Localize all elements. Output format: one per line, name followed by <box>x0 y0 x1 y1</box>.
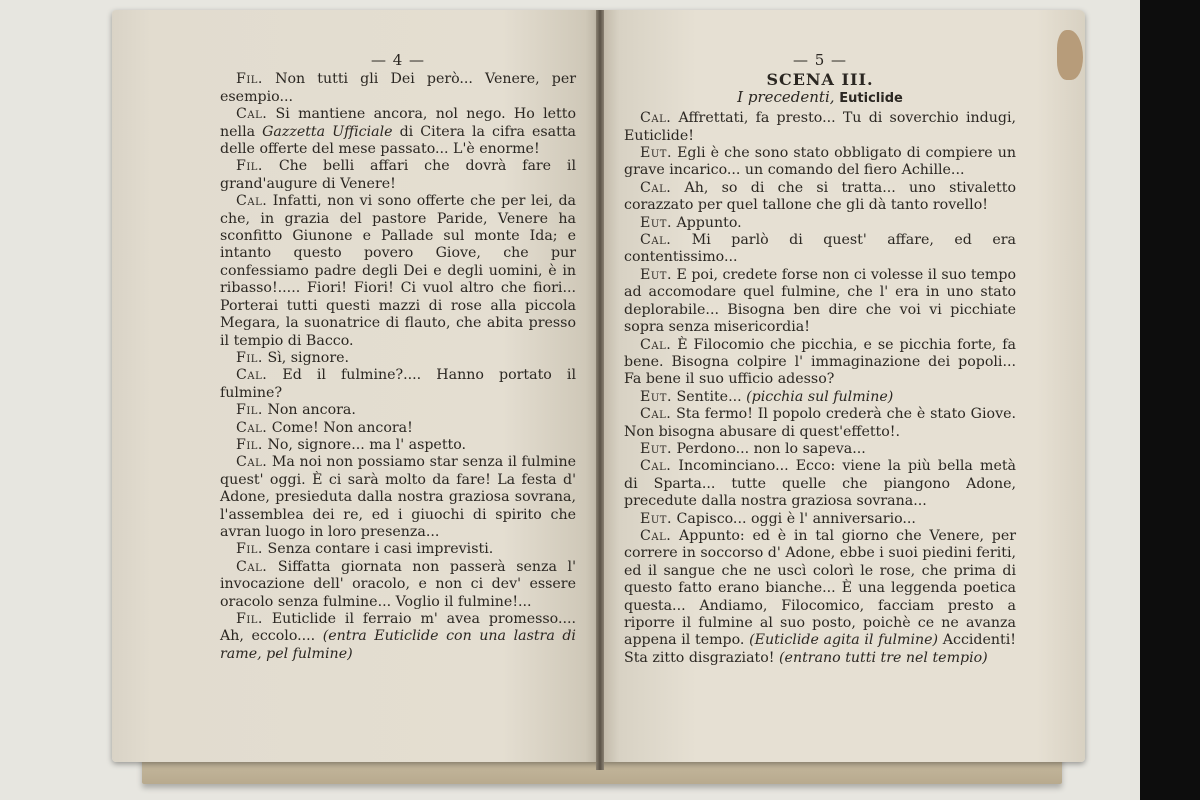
line-text: Siffatta giornata non passerà senza l' invocazione dell' oracolo, e non ci dev' essere oracolo senza fulmine... Voglio il fulmine!... <box>220 558 576 610</box>
line-text: Euticlide il ferraio m' avea promesso.... Ah, eccolo.... <box>220 611 576 645</box>
paper-tab <box>1057 30 1083 80</box>
dialogue-line <box>220 437 576 454</box>
speaker-label: Fil. <box>236 71 263 88</box>
speaker-label: Cal. <box>640 527 672 544</box>
dialogue-line <box>624 511 1016 528</box>
line-text: Sì, signore. <box>267 349 350 366</box>
speaker-label: Cal. <box>640 458 672 475</box>
dialogue-line <box>220 71 576 106</box>
line-text-continued: di Citera la cifra esatta delle offerte del mese passato... L'è enorme! <box>220 123 576 158</box>
left-page-text <box>220 52 576 663</box>
stage-direction: (entrano tutti tre nel tempio) <box>779 649 988 666</box>
dialogue-line <box>624 267 1016 337</box>
speaker-label: Cal. <box>640 110 672 127</box>
speaker-label: Eut. <box>640 440 672 457</box>
dialogue-line <box>624 441 1016 458</box>
page-number: — 4 — <box>370 51 426 69</box>
page-number: — 5 — <box>792 51 848 69</box>
line-text: Perdono... non lo sapeva... <box>676 440 866 457</box>
line-text: Ed il fulmine?.... Hanno portato il fulmine? <box>220 367 576 401</box>
dialogue-line <box>624 180 1016 215</box>
line-text: Non tutti gli Dei però... Venere, per esempio... <box>220 71 576 105</box>
line-text: Si mantiene ancora, nol nego. Ho letto nella <box>220 106 576 140</box>
line-text: Infatti, non vi sono offerte che per lei, da che, in grazia del pastore Paride, Venere ha sconfitto Giunone e Pallade sul monte Ida; e intanto questo povero Giove, che pur confessiamo padre degli Dei e degli uomini, è in ribasso!..... Fiori! Fiori! Ci vuol altro che fiori... Porterai tutti questi mazzi di rose alla piccola Megara, la suonatrice di flauto, che abita presso il tempio di Bacco. <box>220 193 576 349</box>
dialogue-line <box>624 145 1016 180</box>
dialogue-line <box>220 193 576 350</box>
speaker-label: Cal. <box>640 406 672 423</box>
dialogue-lines <box>624 110 1016 667</box>
dialogue-line <box>220 559 576 611</box>
speaker-label: Cal. <box>236 558 268 575</box>
line-text: Che belli affari che dovrà fare il grand'augure di Venere! <box>220 158 576 192</box>
speaker-label: Fil. <box>236 349 263 366</box>
scene-subtitle <box>624 89 1016 107</box>
dialogue-line <box>220 106 576 158</box>
speaker-label: Cal. <box>236 106 268 123</box>
scene-character-name: Euticlide <box>839 90 903 106</box>
line-text: Non ancora. <box>267 402 356 419</box>
dialogue-line <box>624 528 1016 667</box>
speaker-label: Cal. <box>640 336 672 353</box>
speaker-label: Cal. <box>236 367 268 384</box>
line-text: Sentite... <box>676 388 747 405</box>
speaker-label: Cal. <box>236 454 268 471</box>
line-text: Capisco... oggi è l' anniversario... <box>676 510 916 527</box>
dialogue-line <box>220 420 576 437</box>
dialogue-line <box>220 158 576 193</box>
speaker-label: Fil. <box>236 541 263 558</box>
speaker-label: Cal. <box>236 419 268 436</box>
dialogue-line <box>220 350 576 367</box>
line-text: No, signore... ma l' aspetto. <box>267 436 467 453</box>
speaker-label: Cal. <box>640 179 672 196</box>
dialogue-line <box>624 110 1016 145</box>
speaker-label: Fil. <box>236 611 263 627</box>
line-text: Appunto. <box>676 214 742 231</box>
stage-direction: (entra Euticlide con una lastra di rame, pel fulmine) <box>220 628 576 662</box>
scene-title: SCENA III. <box>766 70 874 90</box>
speaker-label: Fil. <box>236 436 263 453</box>
line-text: Mi parlò di quest' affare, ed era contentissimo... <box>624 232 1016 266</box>
scene-subtitle-text: I precedenti, <box>737 87 835 106</box>
stage-direction: (picchia sul fulmine) <box>746 388 894 405</box>
dialogue-line <box>624 389 1016 406</box>
stage-direction: (Euticlide agita il fulmine) <box>749 632 939 649</box>
dialogue-line <box>624 337 1016 389</box>
dialogue-line <box>220 367 576 402</box>
dialogue-lines <box>220 71 576 663</box>
line-text: Come! Non ancora! <box>271 419 413 436</box>
speaker-label: Eut. <box>640 214 672 231</box>
speaker-label: Eut. <box>640 388 672 405</box>
line-text: Egli è che sono stato obbligato di compiere un grave incarico... un comando del fiero Achille... <box>624 145 1017 179</box>
speaker-label: Eut. <box>640 145 672 162</box>
stage-direction: Gazzetta Ufficiale <box>262 123 393 140</box>
line-text: E poi, credete forse non ci volesse il suo tempo ad accomodare quel fulmine, che l' era in uno stato deplorabile... Bisogna ben dire che voi vi picchiate sopra senza misericordia! <box>624 266 1017 336</box>
line-text: Incominciano... Ecco: viene la più bella metà di Sparta... tutte quelle che piangono Adone, precedute dalla nostra graziosa sovrana... <box>624 458 1016 510</box>
line-text: Sta fermo! Il popolo crederà che è stato Giove. Non bisogna abusare di quest'effetto!. <box>624 406 1016 440</box>
speaker-label: Fil. <box>236 402 263 419</box>
line-text: Appunto: ed è in tal giorno che Venere, per correre in soccorso d' Adone, ebbe i suoi piedini feriti, ed il sangue che ne uscì colorì le rose, che prima di questo fatto erano bianche... È una leggenda poetica questa... Andiamo, Filocomico, facciam presto a riporre il fulmine al suo posto, poichè ce ne avanza appena il tempo. <box>624 527 1016 649</box>
speaker-label: Eut. <box>640 266 672 283</box>
speaker-label: Cal. <box>236 193 268 210</box>
speaker-label: Eut. <box>640 510 672 527</box>
right-page-text <box>624 52 1016 667</box>
dialogue-line <box>220 541 576 558</box>
left-page <box>112 10 600 762</box>
dialogue-line <box>624 215 1016 232</box>
open-booklet <box>112 10 1097 780</box>
line-text: Affrettati, fa presto... Tu di soverchio indugi, Euticlide! <box>624 110 1016 144</box>
line-text: Senza contare i casi imprevisti. <box>267 541 494 558</box>
line-text-continued: Accidenti! Sta zitto disgraziato! <box>624 632 1016 666</box>
speaker-label: Cal. <box>640 232 672 249</box>
line-text: È Filocomio che picchia, e se picchia forte, fa bene. Bisogna colpire l' immaginazione dei popoli... Fa bene il suo ufficio adesso? <box>624 336 1016 388</box>
dialogue-line <box>220 402 576 419</box>
right-page <box>600 10 1085 762</box>
dialogue-line <box>624 458 1016 510</box>
backdrop-dark-edge <box>1140 0 1200 800</box>
line-text: Ah, so di che si tratta... uno stivaletto corazzato per quel tallone che gli dà tanto rovello! <box>624 179 1016 214</box>
book-spine <box>596 10 604 770</box>
speaker-label: Fil. <box>236 158 263 175</box>
dialogue-line <box>220 454 576 541</box>
line-text: Ma noi non possiamo star senza il fulmine quest' oggi. È ci sarà molto da fare! La festa d' Adone, presieduta dalla nostra graziosa sovrana, l'assemblea dei re, ed i giuochi di spirito che avran luogo in loro presenza... <box>220 454 576 540</box>
dialogue-line <box>220 611 576 663</box>
dialogue-line <box>624 406 1016 441</box>
dialogue-line <box>624 232 1016 267</box>
